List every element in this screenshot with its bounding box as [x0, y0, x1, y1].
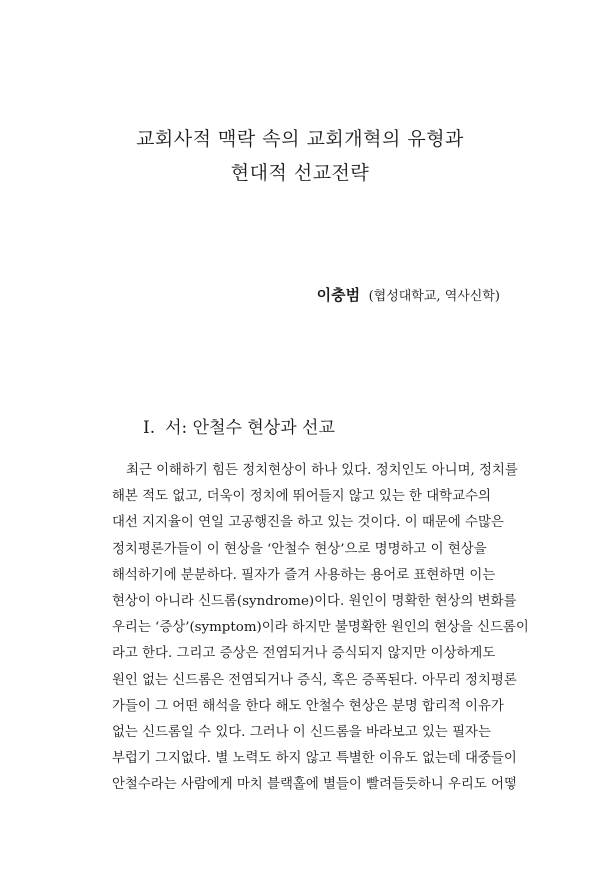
author-affiliation: (협성대학교, 역사신학)	[368, 289, 500, 304]
body-line: 없는 신드롬일 수 있다. 그러나 이 신드롬을 바라보고 있는 필자는	[112, 724, 491, 740]
body-line: 해본 적도 없고, 더욱이 정치에 뛰어들지 않고 있는 한 대학교수의	[112, 489, 491, 505]
body-line: 우리는 ‘증상’(symptom)이라 하지만 불명확한 원인의 현상을 신드롬이	[112, 620, 529, 636]
section-title: 서: 안철수 현상과 선교	[165, 418, 335, 438]
body-line: 라고 한다. 그리고 증상은 전염되거나 증식되지 않지만 이상하게도	[112, 646, 496, 662]
author-block	[317, 284, 500, 305]
title-line-1: 교회사적 맥락 속의 교회개혁의 유형과	[136, 128, 464, 150]
body-line: 안철수라는 사람에게 마치 블랙홀에 별들이 빨려들듯하니 우리도 어떻	[112, 777, 517, 793]
body-line: 원인 없는 신드롬은 전염되거나 증식, 혹은 증폭된다. 아무리 정치평론	[112, 672, 517, 688]
body-line: 현상이 아니라 신드롬(syndrome)이다. 원인이 명확한 현상의 변화를	[112, 593, 517, 609]
body-line: 가들이 그 어떤 해석을 한다 해도 안철수 현상은 분명 합리적 이유가	[112, 698, 504, 714]
section-heading	[143, 413, 335, 438]
title-line-2: 현대적 선교전략	[230, 162, 370, 184]
body-line: 해석하기에 분분하다. 필자가 즐겨 사용하는 용어로 표현하면 이는	[112, 567, 496, 583]
body-line: 최근 이해하기 힘든 정치현상이 하나 있다. 정치인도 아니며, 정치를	[126, 463, 518, 478]
body-line: 정치평론가들이 이 현상을 ‘안철수 현상’으로 명명하고 이 현상을	[112, 541, 487, 557]
body-line: 대선 지지율이 연일 고공행진을 하고 있는 것이다. 이 때문에 수많은	[112, 515, 504, 531]
body-paragraph	[112, 458, 529, 798]
section-number: Ⅰ.	[143, 418, 156, 438]
author-name: 이충범	[316, 286, 361, 304]
body-line: 부럽기 그지없다. 별 노력도 하지 않고 특별한 이유도 없는데 대중들이	[112, 751, 517, 767]
